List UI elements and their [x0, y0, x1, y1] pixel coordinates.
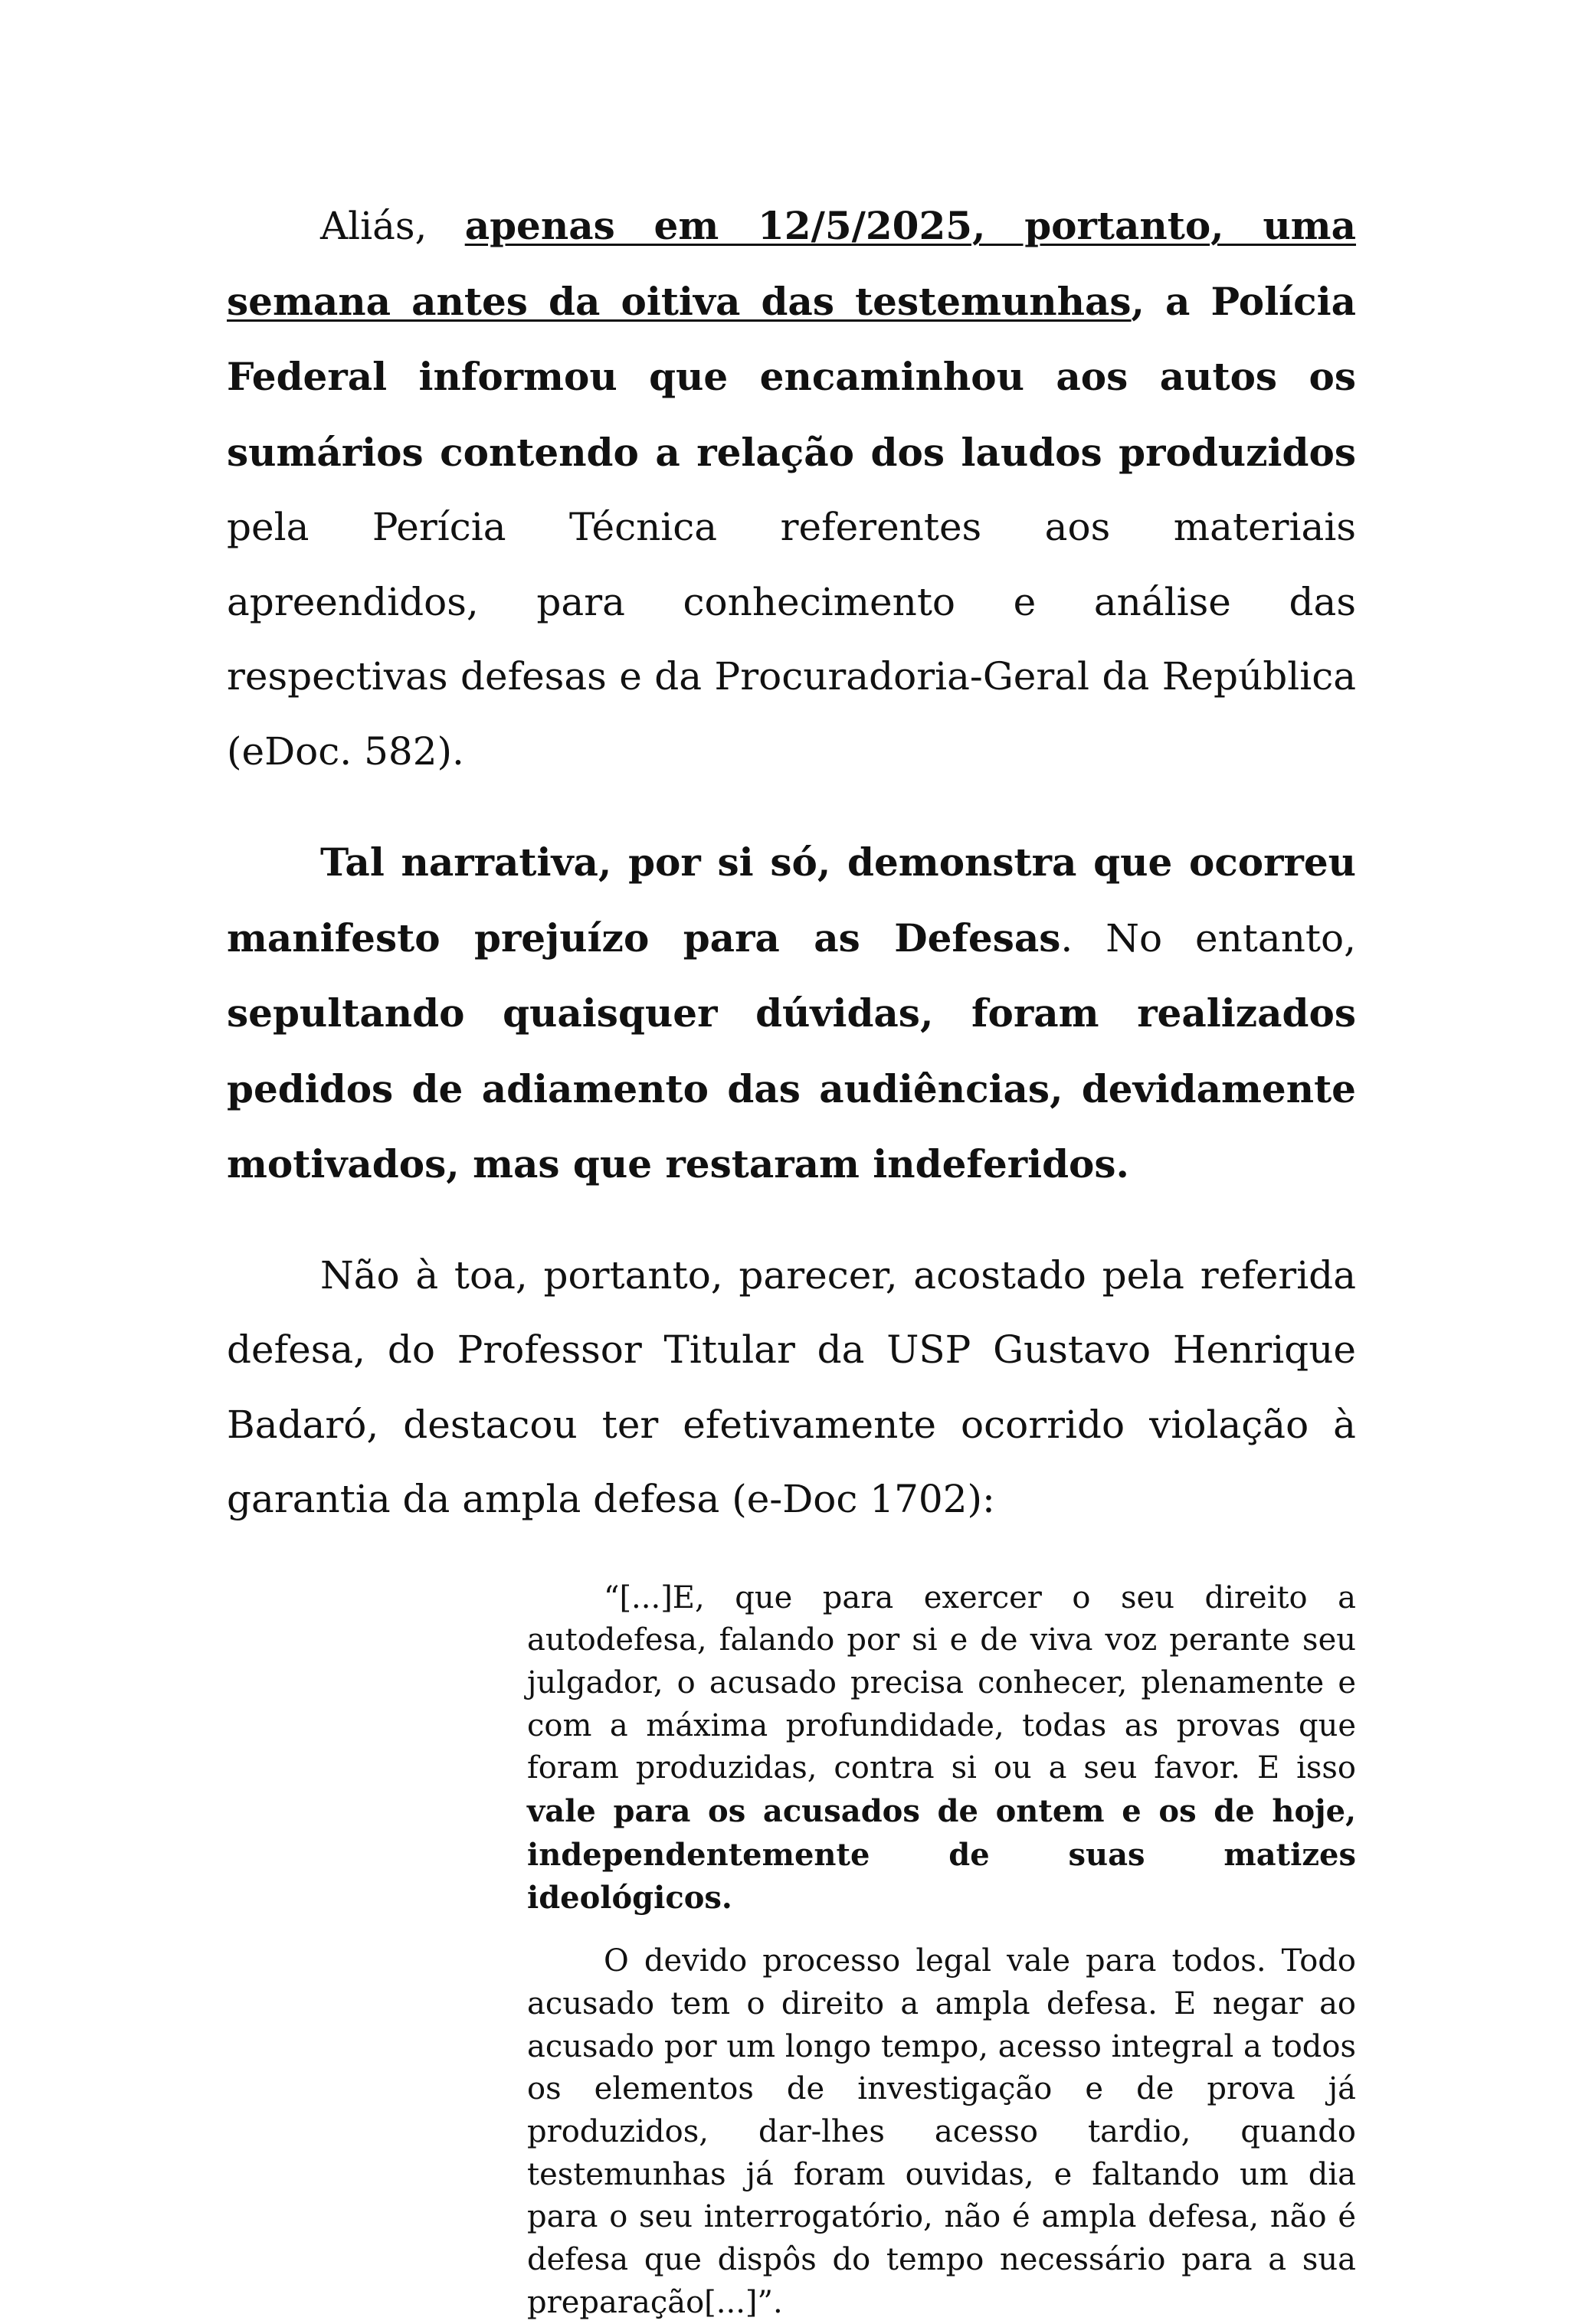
- para-2-bold-1: Tal narrativa, por si só, demonstra que ocorreu manifesto prejuízo para as Defesas: [227, 840, 1356, 961]
- para-1-rest: pela Perícia Técnica referentes aos materiais apreendidos, para conhecimento e análise das respectivas defesas e da Procuradoria-Geral da República (eDoc. 582).: [227, 505, 1356, 774]
- document-page: [227, 188, 1356, 2324]
- paragraph-1: [227, 188, 1356, 789]
- block-quote: [527, 1577, 1356, 2324]
- para-1-lead: Aliás,: [320, 204, 465, 248]
- paragraph-2: [227, 825, 1356, 1203]
- quote-p1-text: “[...]E, que para exercer o seu direito a autodefesa, falando por si e de viva voz perante seu julgador, o acusado precisa conhecer, plenamente e com a máxima profundidade, todas as provas que foram produzidas, contra si ou a seu favor. E isso: [527, 1580, 1356, 1786]
- quote-p1-bold: vale para os acusados de ontem e os de hoje, independentemente de suas matizes ideológicos.: [527, 1793, 1356, 1916]
- quote-paragraph-2: O devido processo legal vale para todos. Todo acusado tem o direito a ampla defesa. E negar ao acusado por um longo tempo, acesso integral a todos os elementos de investigação e de prova já produzidos, dar-lhes acesso tardio, quando testemunhas já foram ouvidas, e faltando um dia para o seu interrogatório, não é ampla defesa, não é defesa que dispôs do tempo necessário para a sua preparação[...]”.: [527, 1940, 1356, 2324]
- paragraph-3: Não à toa, portanto, parecer, acostado pela referida defesa, do Professor Titular da USP Gustavo Henrique Badaró, destacou ter efetivamente ocorrido violação à garantia da ampla defesa (e-Doc 1702):: [227, 1239, 1356, 1537]
- para-2-bold-2: sepultando quaisquer dúvidas, foram realizados pedidos de adiamento das audiências, devidamente motivados, mas que restaram indeferidos.: [227, 990, 1356, 1187]
- para-1-underlined: apenas em 12/5/2025, portanto, uma semana antes da oitiva das testemunhas: [227, 203, 1356, 324]
- para-1-bold: , a Polícia Federal informou que encaminhou aos autos os sumários contendo a relação dos laudos produzidos: [227, 279, 1356, 475]
- para-2-normal: . No entanto,: [1060, 916, 1356, 961]
- quote-paragraph-1: [527, 1577, 1356, 1921]
